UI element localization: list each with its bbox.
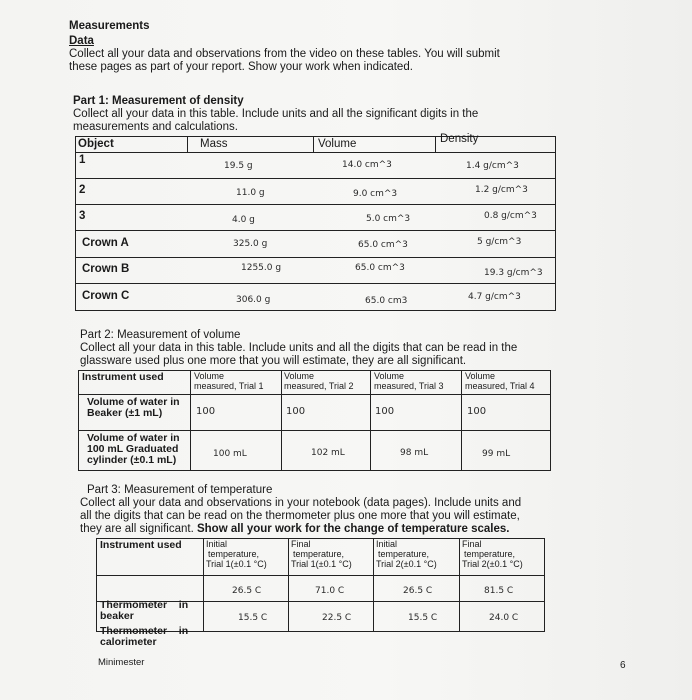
p3-col-initial-2: Initial temperature, Trial 2(±0.1 °C) xyxy=(376,539,437,569)
part1-instructions-2: measurements and calculations. xyxy=(73,121,238,133)
p1-mass: 19.5 g xyxy=(224,161,253,171)
part3-instructions-2: all the digits that can be read on the thermometer plus one more that you will estimate, xyxy=(80,510,520,522)
p1-density: 4.7 g/cm^3 xyxy=(468,292,521,302)
p2-value: 100 xyxy=(375,406,395,417)
p1-object: Crown B xyxy=(82,263,130,275)
p2-value: 98 mL xyxy=(400,448,429,458)
part3-title: Part 3: Measurement of temperature xyxy=(87,484,273,496)
p3-col-final-1: Final temperature, Trial 1(±0.1 °C) xyxy=(291,539,352,569)
p1-density: 1.4 g/cm^3 xyxy=(466,161,519,171)
p3-value: 81.5 C xyxy=(484,586,514,596)
part1-title: Part 1: Measurement of density xyxy=(73,95,244,107)
p1-mass: 1255.0 g xyxy=(241,263,282,273)
p1-object: Crown A xyxy=(82,237,129,249)
part3-instructions-3: they are all significant. Show all your work for the change of temperature scales. xyxy=(80,523,510,535)
page-title: Measurements xyxy=(69,20,150,32)
p1-density: 1.2 g/cm^3 xyxy=(475,185,528,195)
p1-volume: 65.0 cm^3 xyxy=(358,240,408,250)
section-subtitle: Data xyxy=(69,35,94,47)
p3-row-label: Thermometer in beaker xyxy=(100,599,189,622)
p1-col-object: Object xyxy=(78,138,114,150)
p1-mass: 4.0 g xyxy=(232,215,255,225)
p2-value: 100 xyxy=(286,406,306,417)
p3-value: 71.0 C xyxy=(315,586,345,596)
p1-col-density: Density xyxy=(440,133,479,145)
p2-row-label: Volume of water in 100 mL Graduated cylinder (±0.1 mL) xyxy=(87,432,180,466)
p3-row-label: Thermometer in calorimeter xyxy=(100,625,189,648)
p2-row-label: Volume of water in Beaker (±1 mL) xyxy=(87,396,180,419)
part2-instructions-1: Collect all your data in this table. Include units and all the digits that can be read in the xyxy=(80,342,518,354)
p2-col-instrument: Instrument used xyxy=(82,371,164,383)
p3-value: 26.5 C xyxy=(403,586,433,596)
part1-instructions-1: Collect all your data in this table. Include units and all the significant digits in the xyxy=(73,108,479,120)
p1-density: 19.3 g/cm^3 xyxy=(484,268,543,278)
p1-volume: 9.0 cm^3 xyxy=(353,189,398,199)
p2-value: 100 mL xyxy=(213,449,247,459)
p1-density: 0.8 g/cm^3 xyxy=(484,211,537,221)
p1-volume: 65.0 cm3 xyxy=(365,296,408,306)
p2-value: 100 xyxy=(467,406,487,417)
p3-col-instrument: Instrument used xyxy=(100,539,182,551)
p2-value: 100 xyxy=(196,406,216,417)
part2-instructions-2: glassware used plus one more that you will estimate, they are all significant. xyxy=(80,355,467,367)
p1-mass: 325.0 g xyxy=(233,239,268,249)
p3-value: 15.5 C xyxy=(238,613,268,623)
p3-value: 15.5 C xyxy=(408,613,438,623)
p1-volume: 65.0 cm^3 xyxy=(355,263,405,273)
p3-value: 22.5 C xyxy=(322,613,352,623)
p1-volume: 5.0 cm^3 xyxy=(366,214,411,224)
p3-col-initial-1: Initial temperature, Trial 1(±0.1 °C) xyxy=(206,539,267,569)
part2-title: Part 2: Measurement of volume xyxy=(80,329,241,341)
p1-object: 3 xyxy=(79,210,86,222)
p2-col-trial4: Volume measured, Trial 4 xyxy=(465,371,535,391)
p2-col-trial1: Volume measured, Trial 1 xyxy=(194,371,264,391)
footer-course: Minimester xyxy=(98,657,145,668)
p3-col-final-2: Final temperature, Trial 2(±0.1 °C) xyxy=(462,539,523,569)
p1-col-mass: Mass xyxy=(200,138,228,150)
p2-value: 102 mL xyxy=(311,448,345,458)
p1-object: 2 xyxy=(79,184,86,196)
p3-value: 26.5 C xyxy=(232,586,262,596)
p2-col-trial2: Volume measured, Trial 2 xyxy=(284,371,354,391)
p1-density: 5 g/cm^3 xyxy=(477,237,522,247)
intro-line-2: these pages as part of your report. Show your work when indicated. xyxy=(69,61,413,73)
p1-mass: 11.0 g xyxy=(236,188,265,198)
p2-value: 99 mL xyxy=(482,449,511,459)
page-number: 6 xyxy=(620,660,626,671)
p1-mass: 306.0 g xyxy=(236,295,271,305)
p1-object: Crown C xyxy=(82,290,130,302)
p2-col-trial3: Volume measured, Trial 3 xyxy=(374,371,444,391)
part3-instructions-1: Collect all your data and observations in your notebook (data pages). Include units and xyxy=(80,497,522,509)
p1-col-volume: Volume xyxy=(318,138,357,150)
intro-line-1: Collect all your data and observations from the video on these tables. You will submit xyxy=(69,48,500,60)
p1-volume: 14.0 cm^3 xyxy=(342,160,392,170)
p3-value: 24.0 C xyxy=(489,613,519,623)
p1-object: 1 xyxy=(79,154,86,166)
